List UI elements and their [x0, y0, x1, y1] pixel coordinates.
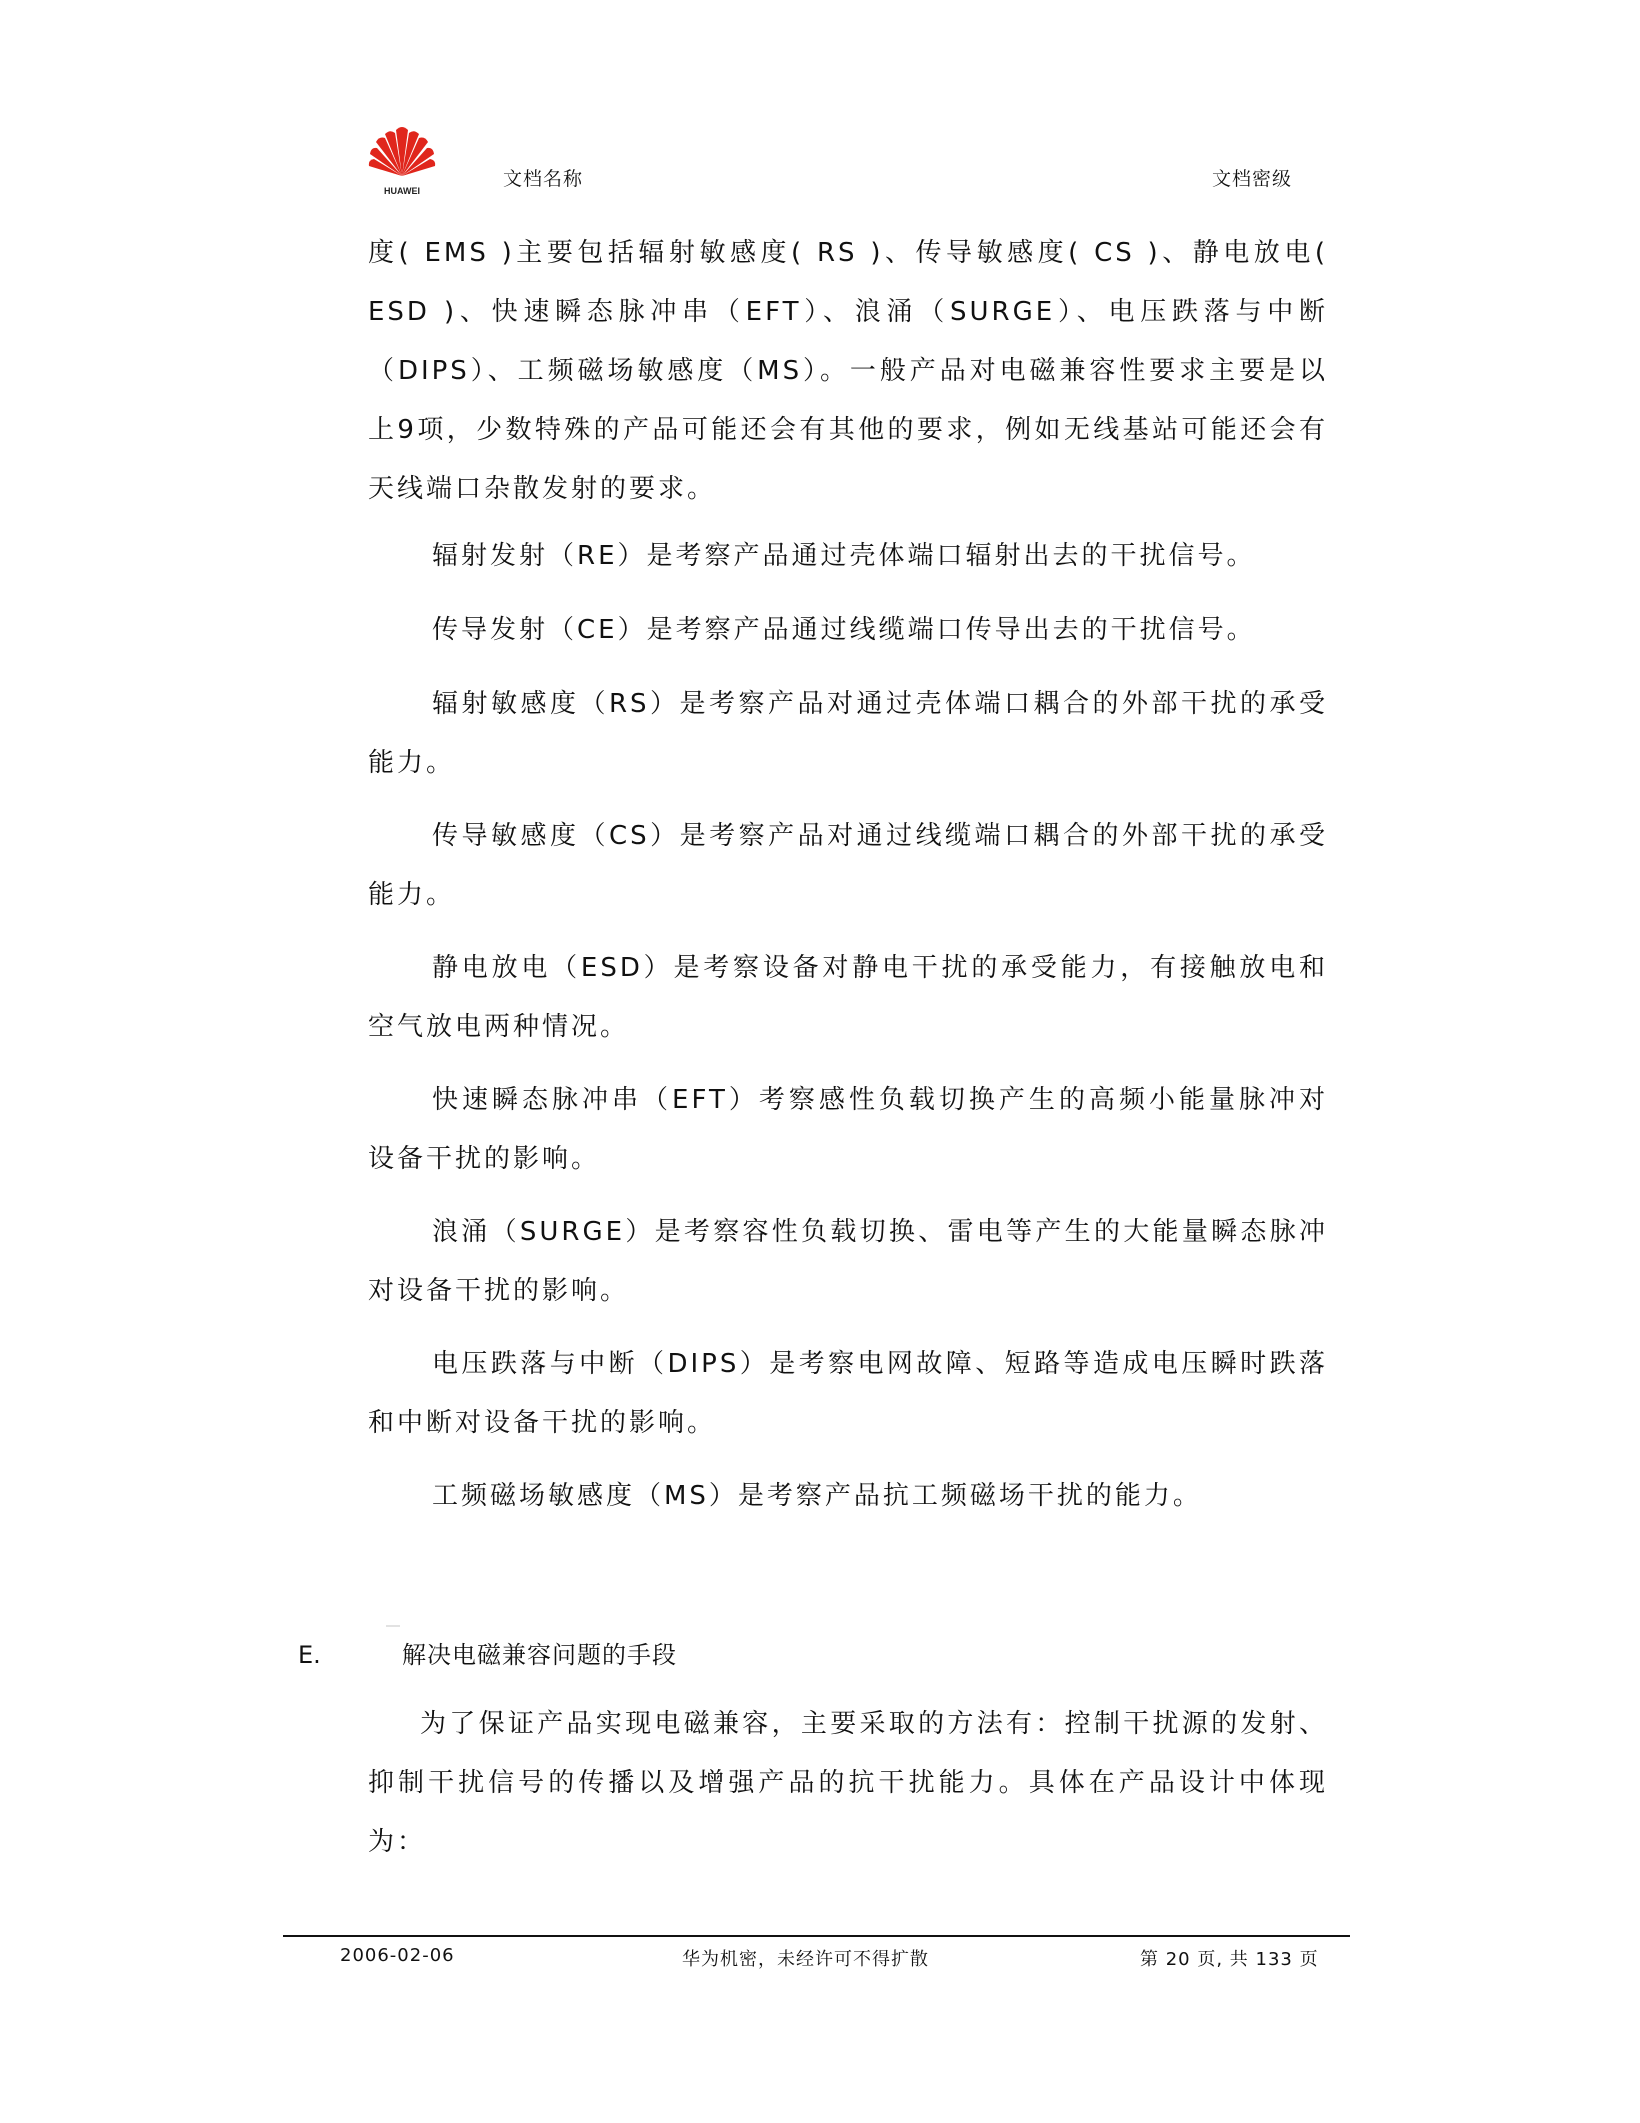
paragraph-emc-solutions: 为了保证产品实现电磁兼容，主要采取的方法有：控制干扰源的发射、抑制干扰信号的传播以及增强产品的抗干扰能力。具体在产品设计中体现为： [368, 1709, 1328, 1857]
paragraph-ms: 工频磁场敏感度（MS）是考察产品抗工频磁场干扰的能力。 [432, 1481, 1202, 1511]
paragraph-ems-overview: 度( EMS )主要包括辐射敏感度( RS )、传导敏感度( CS )、静电放电( ESD )、快速瞬态脉冲串（EFT）、浪涌（SURGE）、电压跌落与中断（DIPS）、工频磁场敏感度（MS）。一般产品对电磁兼容性要求主要是以上9项，少数特殊的产品可能还会有其他的要求，例如无线基站可能还会有天线端口杂散发射的要求。 [368, 238, 1328, 504]
paragraph-rs: 辐射敏感度（RS）是考察产品对通过壳体端口耦合的外部干扰的承受能力。 [368, 689, 1328, 778]
section-title: 解决电磁兼容问题的手段 [402, 1641, 677, 1669]
section-marker-line [386, 1625, 400, 1627]
huawei-logo [366, 124, 438, 198]
paragraph-eft: 快速瞬态脉冲串（EFT）考察感性负载切换产生的高频小能量脉冲对设备干扰的影响。 [368, 1085, 1328, 1174]
footer-page-number: 第 20 页, 共 133 页 [1140, 1949, 1319, 1970]
paragraph-surge: 浪涌（SURGE）是考察容性负载切换、雷电等产生的大能量瞬态脉冲对设备干扰的影响。 [368, 1217, 1328, 1306]
paragraph-ce: 传导发射（CE）是考察产品通过线缆端口传导出去的干扰信号。 [432, 615, 1256, 645]
footer-date: 2006-02-06 [340, 1945, 455, 1966]
footer-confidential: 华为机密，未经许可不得扩散 [682, 1949, 929, 1970]
document-level-label: 文档密级 [1212, 168, 1293, 190]
document-name-label: 文档名称 [503, 168, 584, 190]
section-number: E. [298, 1641, 321, 1669]
svg-text:HUAWEI: HUAWEI [384, 186, 420, 196]
paragraph-dips: 电压跌落与中断（DIPS）是考察电网故障、短路等造成电压瞬时跌落和中断对设备干扰的影响。 [368, 1349, 1328, 1438]
paragraph-esd: 静电放电（ESD）是考察设备对静电干扰的承受能力，有接触放电和空气放电两种情况。 [368, 953, 1328, 1042]
paragraph-cs: 传导敏感度（CS）是考察产品对通过线缆端口耦合的外部干扰的承受能力。 [368, 821, 1328, 910]
paragraph-re: 辐射发射（RE）是考察产品通过壳体端口辐射出去的干扰信号。 [432, 541, 1256, 571]
footer-divider [283, 1935, 1350, 1937]
huawei-logo-mark [366, 124, 438, 198]
